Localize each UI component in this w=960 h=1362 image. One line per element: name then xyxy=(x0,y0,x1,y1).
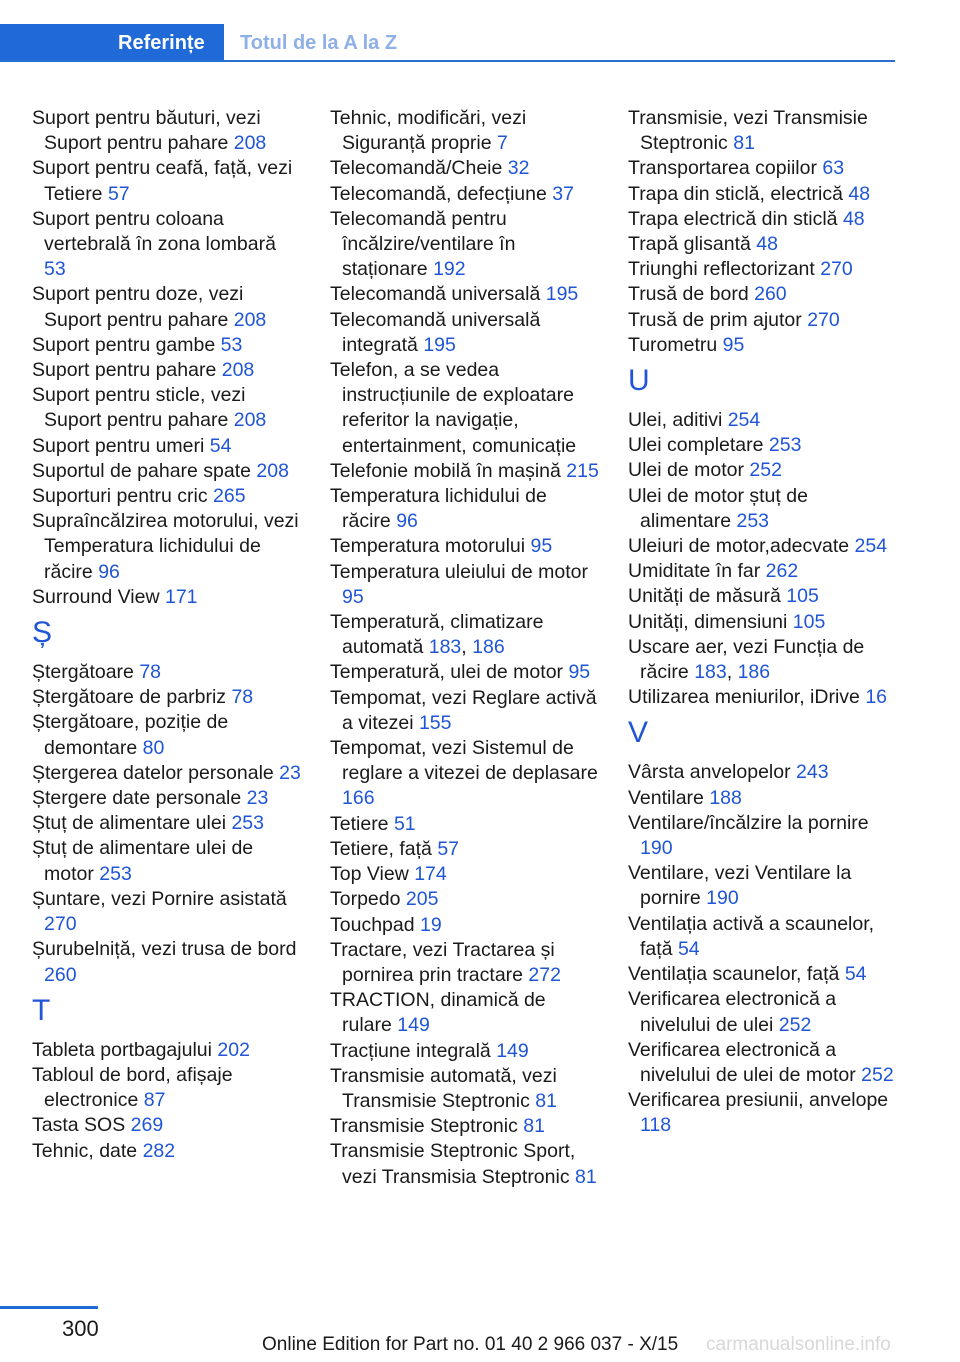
index-entry xyxy=(330,156,600,181)
page-ref-link[interactable]: 81 xyxy=(535,1089,557,1112)
page-ref-link[interactable]: 252 xyxy=(749,459,782,482)
index-entry xyxy=(330,938,600,988)
page-ref-link[interactable]: 253 xyxy=(99,862,132,885)
page-ref-link[interactable]: 253 xyxy=(736,509,770,532)
entry-term: Suportul de pahare spate xyxy=(32,459,257,482)
index-entry xyxy=(32,887,302,937)
index-entry xyxy=(628,458,898,483)
entry-term: Temperatura uleiului de motor xyxy=(330,560,588,583)
index-entry xyxy=(32,1113,302,1138)
entry-term: Tetiere, față xyxy=(330,837,438,860)
index-entry xyxy=(32,1139,302,1164)
section-letter: V xyxy=(628,716,649,750)
entry-term: Transportarea copiilor xyxy=(628,157,823,180)
entry-term: Telefon, a se vedea instrucțiunile de exploatare referitor la navigație, entertainment, comunicație xyxy=(330,359,577,457)
index-entry xyxy=(628,685,898,710)
entry-term: Temperatura lichidului de răcire xyxy=(330,485,547,533)
entry-term: Trapa din sticlă, electrică xyxy=(628,182,849,205)
page-ref-link[interactable]: 174 xyxy=(414,863,447,886)
index-entry xyxy=(330,1039,600,1064)
index-entry xyxy=(628,584,898,609)
page-ref-link[interactable]: 80 xyxy=(142,736,165,759)
index-entry xyxy=(628,106,898,156)
page-ref-link[interactable]: 95 xyxy=(568,661,591,684)
page-ref-link[interactable]: 149 xyxy=(496,1039,529,1062)
page-ref-link[interactable]: 118 xyxy=(640,1114,672,1137)
page-ref-link[interactable]: 272 xyxy=(528,963,561,986)
entry-term: Suport pentru ceafă, față, vezi Tetiere xyxy=(32,157,293,205)
page-ref-link[interactable]: 190 xyxy=(640,837,673,860)
entry-term: Transmisie Steptronic xyxy=(330,1115,524,1138)
index-entry xyxy=(32,509,302,585)
entry-term: Transmisie automată, vezi Transmisie Steptronic xyxy=(330,1064,557,1112)
index-entry xyxy=(628,282,898,307)
index-entry xyxy=(628,1088,898,1138)
index-entry xyxy=(32,1063,302,1113)
entry-term: Uscare aer, vezi Funcția de răcire xyxy=(628,635,865,684)
index-entry xyxy=(330,812,600,837)
entry-term: Tracțiune integrală xyxy=(330,1039,497,1062)
page-ref-link[interactable]: 243 xyxy=(796,761,829,784)
page-ref-link[interactable]: 262 xyxy=(765,560,799,583)
index-entry xyxy=(628,182,898,207)
index-entry xyxy=(330,182,600,207)
index-entry xyxy=(628,962,898,987)
index-entry xyxy=(628,610,898,635)
page-ref-link[interactable]: 260 xyxy=(44,963,77,986)
page-ref-link[interactable]: 48 xyxy=(756,233,778,256)
page-ref-link[interactable]: 16 xyxy=(865,686,888,709)
entry-term: Touchpad xyxy=(330,913,420,936)
page-ref-link[interactable]: 208 xyxy=(233,409,267,432)
entry-term: Supraîncălzirea motorului, vezi Temperatura lichidului de răcire xyxy=(32,510,299,583)
entry-term: Transmisie Steptronic Sport, vezi Transmisia Steptronic xyxy=(330,1140,576,1188)
page-ref-link[interactable]: 32 xyxy=(507,157,530,180)
index-entry xyxy=(330,282,600,307)
entry-term: Temperatură, climatizare automată xyxy=(330,611,544,659)
index-entry xyxy=(330,862,600,887)
page-ref-link[interactable]: 208 xyxy=(233,132,267,155)
index-entry xyxy=(628,1038,898,1088)
page-ref-link[interactable]: 48 xyxy=(842,207,865,230)
entry-term: Temperatura motorului xyxy=(330,535,531,558)
entry-term: Suporturi pentru cric xyxy=(32,485,213,508)
entry-term: Suport pentru pahare xyxy=(32,359,222,382)
index-entry xyxy=(32,585,302,610)
entry-term: Suport pentru gambe xyxy=(32,333,221,356)
footer-divider xyxy=(0,1306,98,1309)
index-entry xyxy=(628,333,898,358)
entry-term: Ventilare/încălzire la pornire xyxy=(628,811,869,834)
index-entry xyxy=(32,710,302,760)
page-ref-link[interactable]: 270 xyxy=(44,913,77,936)
entry-term: Tehnic, date xyxy=(32,1139,143,1162)
page-ref-link[interactable]: 208 xyxy=(233,308,267,331)
index-entry xyxy=(330,358,600,459)
page-ref-link[interactable]: 95 xyxy=(722,333,745,356)
index-entry xyxy=(330,308,600,358)
entry-term: Ventilare xyxy=(628,786,710,809)
page-ref-link[interactable]: 183 xyxy=(428,636,462,659)
index-entry xyxy=(32,282,302,332)
entry-term: Telecomandă universală xyxy=(330,283,546,306)
entry-term: Șuntare, vezi Pornire asistată xyxy=(32,887,287,910)
index-entry xyxy=(330,1064,600,1114)
index-entry: Temperatură, climatizare automată 183, 186 xyxy=(330,611,544,659)
tab-references[interactable]: Referințe xyxy=(0,24,224,62)
page-ref-link[interactable]: 188 xyxy=(709,786,742,809)
page-ref-link[interactable]: 269 xyxy=(130,1114,164,1137)
index-entry xyxy=(628,760,898,785)
page-ref-link[interactable]: 78 xyxy=(231,686,254,709)
entry-term: Verificarea electronică a nivelului de ulei de motor xyxy=(628,1038,862,1086)
index-entry xyxy=(32,484,302,509)
index-entry xyxy=(628,811,898,861)
entry-term: Ștergătoare, poziție de demontare xyxy=(32,711,229,759)
page-ref-link[interactable]: 19 xyxy=(420,913,442,936)
index-column-2 xyxy=(330,106,600,1190)
page-ref-link[interactable]: 192 xyxy=(433,258,466,281)
page-ref-link[interactable]: 78 xyxy=(139,661,162,684)
index-entry xyxy=(628,786,898,811)
page-ref-link[interactable]: 23 xyxy=(246,787,269,810)
edition-text: Online Edition for Part no. 01 40 2 966 037 - X/15 xyxy=(262,1334,679,1355)
index-entry xyxy=(330,560,600,610)
page-ref-link[interactable]: 54 xyxy=(677,937,700,960)
entry-term: Tetiere xyxy=(330,812,394,835)
entry-term: Suport pentru umeri xyxy=(32,434,210,457)
entry-term: Triunghi reflectorizant xyxy=(628,258,821,281)
index-entry xyxy=(628,534,898,559)
entry-term: Turometru xyxy=(628,333,723,356)
index-entry xyxy=(330,686,600,736)
page-ref-link[interactable]: 254 xyxy=(854,535,888,558)
index-column-3 xyxy=(628,106,898,1139)
index-entry xyxy=(330,459,600,484)
page-ref-link[interactable]: 81 xyxy=(575,1165,597,1188)
index-entry xyxy=(628,987,898,1037)
page-ref-link[interactable]: 260 xyxy=(754,283,787,306)
entry-term: Tractare, vezi Tractarea și pornirea prin tractare xyxy=(330,938,555,986)
tab-a-to-z[interactable]: Totul de la A la Z xyxy=(240,32,398,54)
index-entry xyxy=(330,837,600,862)
entry-term: Uleiuri de motor,adecvate xyxy=(628,535,855,558)
entry-term: Trapa electrică din sticlă xyxy=(628,207,843,230)
index-entry: Uscare aer, vezi Funcția de răcire 183, 186 xyxy=(628,635,865,684)
page-ref-link[interactable]: 7 xyxy=(497,132,508,155)
entry-term: Vârsta anvelopelor xyxy=(628,761,797,784)
page-ref-link[interactable]: 81 xyxy=(733,132,755,155)
entry-term: Telecomandă pentru încălzire/ventilare în staționare xyxy=(330,207,516,281)
entry-term: Utilizarea meniurilor, iDrive xyxy=(628,686,866,709)
page-ref-link[interactable]: 53 xyxy=(220,333,243,356)
page-ref-link[interactable]: 149 xyxy=(397,1014,430,1037)
entry-term: Tehnic, modificări, vezi Siguranță proprie xyxy=(330,107,527,155)
page-ref-link[interactable]: 87 xyxy=(143,1089,166,1112)
entry-term: Suport pentru coloana vertebrală în zona lombară xyxy=(32,207,276,256)
entry-term: Tasta SOS xyxy=(32,1114,131,1137)
page-ref-link[interactable]: 195 xyxy=(545,283,579,306)
page-ref-link[interactable]: 96 xyxy=(396,510,418,533)
index-entry xyxy=(628,861,898,911)
entry-term: Tempomat, vezi Sistemul de reglare a vitezei de deplasare xyxy=(330,737,598,785)
page-ref-link[interactable]: 57 xyxy=(107,182,130,205)
index-entry xyxy=(628,912,898,962)
page-ref-link[interactable]: 270 xyxy=(820,258,853,281)
index-column-1 xyxy=(32,106,302,1164)
entry-term: Umiditate în far xyxy=(628,560,766,583)
page-ref-link[interactable]: 202 xyxy=(217,1038,250,1061)
entry-term: Ulei de motor ștuț de alimentare xyxy=(628,484,808,532)
index-entry xyxy=(330,484,600,534)
index-entry xyxy=(32,333,302,358)
index-entry xyxy=(32,459,302,484)
index-entry xyxy=(330,736,600,812)
entry-term: Suport pentru băuturi, vezi Suport pentru pahare xyxy=(32,107,261,155)
index-entry xyxy=(330,887,600,912)
entry-term: Ștuț de alimentare ulei xyxy=(32,812,232,835)
entry-term: TRACTION, dinamică de rulare xyxy=(330,989,546,1037)
index-entry xyxy=(628,232,898,257)
page-ref-link[interactable]: 205 xyxy=(405,888,439,911)
entry-term: Ștergerea datelor personale xyxy=(32,761,280,784)
page-ref-link[interactable]: 195 xyxy=(423,333,456,356)
page-ref-link[interactable]: 155 xyxy=(418,711,452,734)
page-ref-link[interactable]: 96 xyxy=(98,560,120,583)
index-entry xyxy=(628,408,898,433)
page-ref-link[interactable]: 48 xyxy=(848,182,871,205)
entry-term: Torpedo xyxy=(330,888,406,911)
page-ref-link[interactable]: 37 xyxy=(552,182,574,205)
entry-term: Ventilare, vezi Ventilare la pornire xyxy=(628,862,852,910)
index-entry xyxy=(32,685,302,710)
page-ref-link[interactable]: 105 xyxy=(792,610,826,633)
page-ref-link[interactable]: 53 xyxy=(44,258,66,281)
index-entry xyxy=(628,156,898,181)
entry-term: Ștuț de alimentare ulei de motor xyxy=(32,837,254,885)
page-ref-link[interactable]: 54 xyxy=(844,963,867,986)
page-ref-link[interactable]: 57 xyxy=(437,837,460,860)
entry-term: Ventilația scaunelor, față xyxy=(628,963,845,986)
entry-term: Ulei, aditivi xyxy=(628,409,728,432)
page-ref-link[interactable]: 95 xyxy=(530,535,553,558)
page-ref-link[interactable]: 253 xyxy=(768,434,802,457)
index-entry xyxy=(330,660,600,685)
index-entry xyxy=(628,257,898,282)
entry-term: Tempomat, vezi Reglare activă a vitezei xyxy=(330,686,597,734)
entry-term: Telecomandă, defecțiune xyxy=(330,182,553,205)
index-entry xyxy=(32,383,302,433)
entry-term: Tabloul de bord, afișaje electronice xyxy=(32,1063,233,1112)
index-entry xyxy=(32,761,302,786)
page-ref-link[interactable]: 215 xyxy=(566,459,599,482)
page-ref-link[interactable]: 186 xyxy=(737,661,771,684)
page-ref-link[interactable]: 252 xyxy=(861,1063,894,1086)
entry-term: Ulei de motor xyxy=(628,459,750,482)
entry-term: Transmisie, vezi Transmisie Steptronic xyxy=(628,107,868,155)
page-number: 300 xyxy=(62,1316,99,1341)
index-entry xyxy=(32,1038,302,1063)
page-ref-link[interactable]: 270 xyxy=(807,308,840,331)
index-entry xyxy=(32,786,302,811)
entry-term: Unități, dimensiuni xyxy=(628,610,793,633)
page-ref-link[interactable]: 265 xyxy=(213,485,246,508)
entry-term: Top View xyxy=(330,863,415,886)
entry-term: Surround View xyxy=(32,585,165,608)
index-entry xyxy=(32,156,302,206)
entry-term: Ștergătoare xyxy=(32,661,140,684)
page-ref-link[interactable]: 105 xyxy=(786,585,819,608)
index-entry xyxy=(628,559,898,584)
index-entry xyxy=(32,106,302,156)
entry-term: Trusă de bord xyxy=(628,283,755,306)
index-entry xyxy=(32,358,302,383)
index-entry xyxy=(330,106,600,156)
entry-term: Temperatură, ulei de motor xyxy=(330,661,569,684)
section-letter: Ș xyxy=(32,616,53,650)
page-ref-link[interactable]: 208 xyxy=(221,359,255,382)
page-ref-link[interactable]: 23 xyxy=(279,761,301,784)
index-entry xyxy=(330,988,600,1038)
index-entry xyxy=(32,937,302,987)
page-ref-link[interactable]: 54 xyxy=(209,434,232,457)
index-entry xyxy=(32,207,302,283)
page-ref-link[interactable]: 183 xyxy=(694,661,727,684)
index-entry xyxy=(628,433,898,458)
index-entry xyxy=(330,207,600,283)
section-letter: T xyxy=(32,993,51,1027)
index-entry xyxy=(32,660,302,685)
entry-term: Suport pentru doze, vezi Suport pentru pahare xyxy=(32,283,244,331)
page-ref-link[interactable]: 253 xyxy=(231,812,264,835)
index-entry xyxy=(628,308,898,333)
header-divider xyxy=(0,60,895,62)
index-entry xyxy=(32,811,302,836)
page-ref-link[interactable]: 252 xyxy=(778,1013,812,1036)
page-ref-link[interactable]: 254 xyxy=(727,409,761,432)
entry-term: Șurubelniță, vezi trusa de bord xyxy=(32,938,297,961)
page-ref-link[interactable]: 190 xyxy=(706,887,739,910)
page-ref-link[interactable]: 171 xyxy=(164,585,198,608)
page-ref-link[interactable]: 95 xyxy=(342,585,364,608)
index-entry xyxy=(628,484,898,534)
index-entry xyxy=(32,836,302,886)
index-entry xyxy=(330,913,600,938)
entry-term: Ventilația activă a scaunelor, față xyxy=(628,912,875,960)
page-ref-link[interactable]: 186 xyxy=(472,636,505,659)
entry-term: Ștergătoare de parbriz xyxy=(32,686,232,709)
entry-term: Trusă de prim ajutor xyxy=(628,308,808,331)
entry-term: Suport pentru sticle, vezi Suport pentru pahare xyxy=(32,384,246,432)
entry-term: Telefonie mobilă în mașină xyxy=(330,459,567,482)
page-ref-link[interactable]: 81 xyxy=(523,1115,545,1138)
entry-term: Verificarea presiunii, anvelope xyxy=(628,1089,889,1112)
entry-term: Unități de măsură xyxy=(628,585,787,608)
index-entry xyxy=(330,1139,600,1189)
page-ref-link[interactable]: 166 xyxy=(342,787,375,810)
index-entry xyxy=(330,1114,600,1139)
entry-term: Trapă glisantă xyxy=(628,233,757,256)
page-ref-link[interactable]: 208 xyxy=(256,459,289,482)
page-ref-link[interactable]: 282 xyxy=(142,1139,176,1162)
entry-term: Ulei completare xyxy=(628,434,769,457)
section-letter: U xyxy=(628,364,650,398)
page-ref-link[interactable]: 51 xyxy=(393,812,416,835)
watermark: carmanualsonline.info xyxy=(706,1334,891,1355)
entry-term: Tableta portbagajului xyxy=(32,1038,218,1061)
entry-term: Verificarea electronică a nivelului de ulei xyxy=(628,988,837,1036)
entry-term: Ștergere date personale xyxy=(32,787,247,810)
entry-term: Telecomandă/Cheie xyxy=(330,157,508,180)
entry-term: Telecomandă universală integrată xyxy=(330,308,541,356)
page-ref-link[interactable]: 63 xyxy=(822,157,845,180)
index-entry xyxy=(330,534,600,559)
index-entry xyxy=(628,207,898,232)
index-entry xyxy=(32,434,302,459)
